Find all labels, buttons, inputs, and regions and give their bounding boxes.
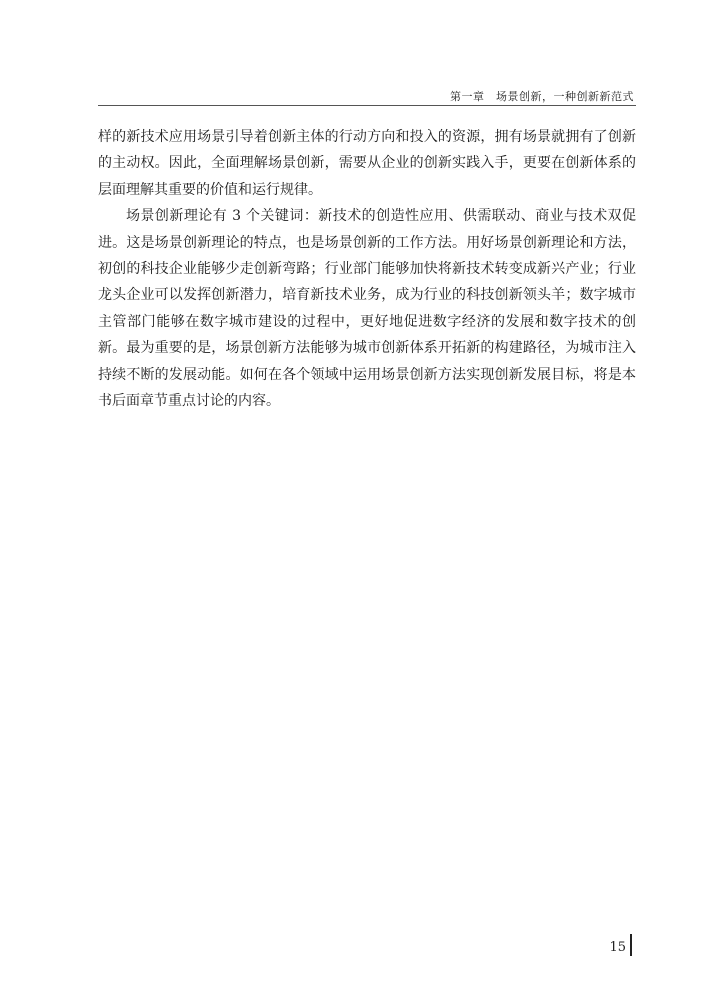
page-number-bar bbox=[630, 934, 632, 956]
running-head: 第一章 场景创新，一种创新新范式 bbox=[450, 90, 634, 103]
header-rule bbox=[98, 105, 636, 106]
paragraph-1: 样的新技术应用场景引导着创新主体的行动方向和投入的资源，拥有场景就拥有了创新的主动权。因此，全面理解场景创新，需要从企业的创新实践入手，更要在创新体系的层面理解其重要的价值和运行规律。 bbox=[98, 129, 636, 198]
page-number: 15 bbox=[609, 940, 626, 955]
paragraph-2: 场景创新理论有 3 个关键词：新技术的创造性应用、供需联动、商业与技术双促进。这是场景创新理论的特点，也是场景创新的工作方法。用好场景创新理论和方法，初创的科技企业能够少走创新弯路；行业部门能够加快将新技术转变成新兴产业；行业龙头企业可以发挥创新潜力，培育新技术业务，成为行业的科技创新领头羊；数字城市主管部门能够在数字城市建设的过程中，更好地促进数字经济的发展和数字技术的创新。最为重要的是，场景创新方法能够为城市创新体系开拓新的构建路径，为城市注入持续不断的发展动能。如何在各个领域中运用场景创新方法实现创新发展目标，将是本书后面章节重点讨论的内容。 bbox=[98, 208, 636, 410]
body-text bbox=[98, 124, 636, 414]
